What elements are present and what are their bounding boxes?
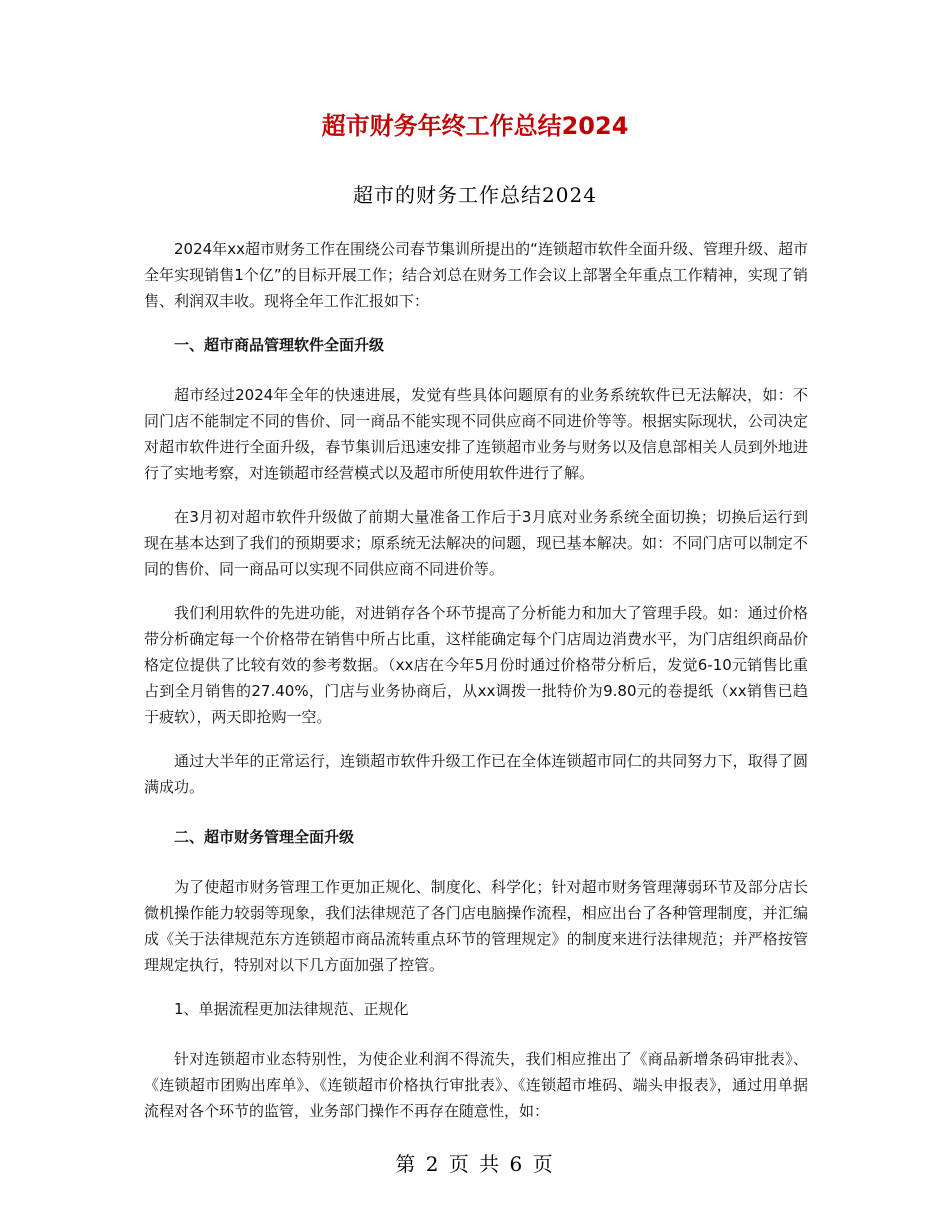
page-number-footer: 第 2 页 共 6 页 <box>395 1152 555 1176</box>
body-paragraph: 针对连锁超市业态特别性，为使企业利润不得流失，我们相应推出了《商品新增条码审批表》、《连锁超市团购出库单》、《连锁超市价格执行审批表》、《连锁超市堆码、端头申报表》，通过用单据流程对各个环节的监管，业务部门操作不再存在随意性，如： <box>144 1050 808 1120</box>
body-paragraph: 为了使超市财务管理工作更加正规化、制度化、科学化；针对超市财务管理薄弱环节及部分店长微机操作能力较弱等现象，我们法律规范了各门店电脑操作流程，相应出台了各种管理制度，并汇编成《关于法律规范东方连锁超市商品流转重点环节的管理规定》的制度来进行法律规范；并严格按管理规定执行，特别对以下几方面加强了控管。 <box>144 878 808 974</box>
body-paragraph: 在3月初对超市软件升级做了前期大量准备工作后于3月底对业务系统全面切换；切换后运行到现在基本达到了我们的预期要求；原系统无法解决的问题，现已基本解决。如：不同门店可以制定不同的售价、同一商品可以实现不同供应商不同进价等。 <box>144 508 808 578</box>
section-heading-1: 一、超市商品管理软件全面升级 <box>174 336 385 354</box>
document-body <box>144 236 808 1142</box>
subsection-heading: 1、单据流程更加法律规范、正规化 <box>174 1000 409 1018</box>
document-subtitle: 超市的财务工作总结2024 <box>353 183 597 207</box>
body-paragraph: 通过大半年的正常运行，连锁超市软件升级工作已在全体连锁超市同仁的共同努力下，取得了圆满成功。 <box>144 752 808 796</box>
body-paragraph: 我们利用软件的先进功能，对进销存各个环节提高了分析能力和加大了管理手段。如：通过价格带分析确定每一个价格带在销售中所占比重，这样能确定每个门店周边消费水平，为门店组织商品价格定位提供了比较有效的参考数据。（xx店在今年5月份时通过价格带分析后，发觉6-10元销售比重占到全月销售的27.40%，门店与业务协商后，从xx调拨一批特价为9.80元的卷提纸（xx销售已趋于疲软），两天即抢购一空。 <box>144 604 808 726</box>
document-title: 超市财务年终工作总结2024 <box>321 112 629 140</box>
section-heading-2: 二、超市财务管理全面升级 <box>174 828 355 846</box>
intro-paragraph: 2024年xx超市财务工作在围绕公司春节集训所提出的“连锁超市软件全面升级、管理升级、超市全年实现销售1个亿”的目标开展工作；结合刘总在财务工作会议上部署全年重点工作精神，实现了销售、利润双丰收。现将全年工作汇报如下： <box>144 240 808 310</box>
body-paragraph: 超市经过2024年全年的快速进展，发觉有些具体问题原有的业务系统软件已无法解决，如：不同门店不能制定不同的售价、同一商品不能实现不同供应商不同进价等等。根据实际现状，公司决定对超市软件进行全面升级，春节集训后迅速安排了连锁超市业务与财务以及信息部相关人员到外地进行了实地考察，对连锁超市经营模式以及超市所使用软件进行了解。 <box>144 386 808 482</box>
